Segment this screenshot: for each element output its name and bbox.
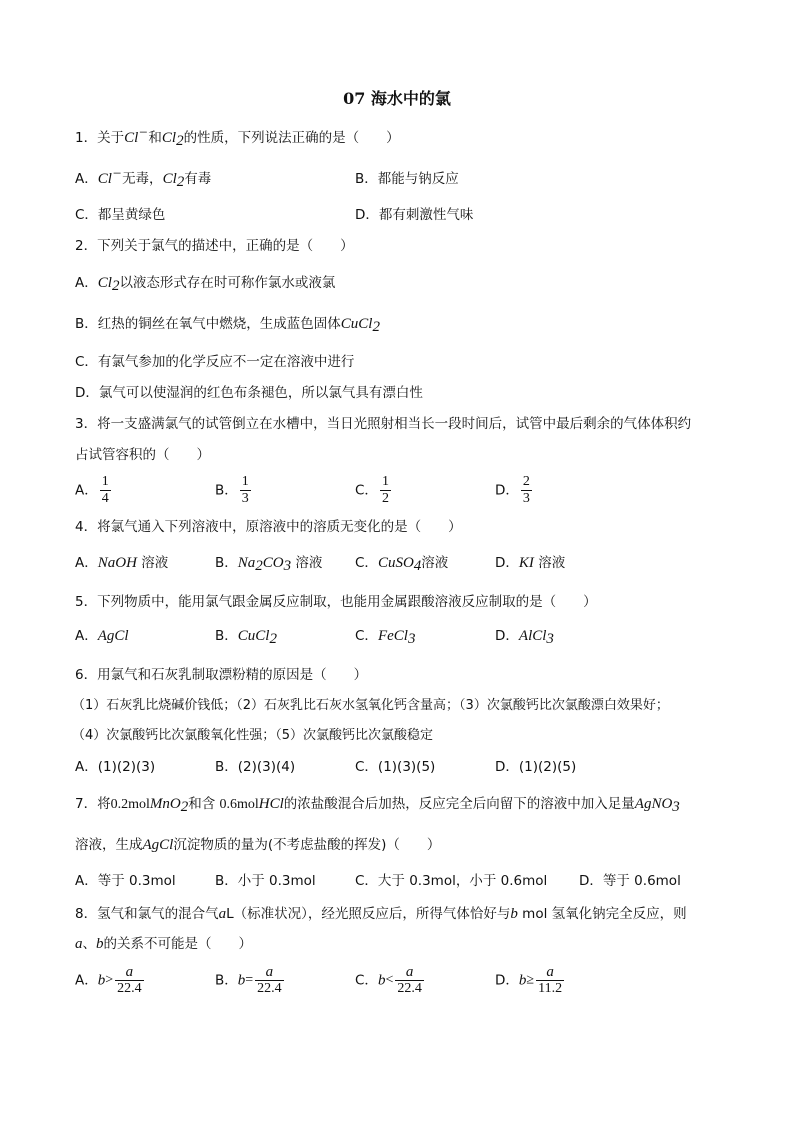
q5-option-a[interactable]: A．AgCl [75, 628, 129, 644]
q1-option-a[interactable]: A．Cl−无毒，$Cl_2$有毒 [75, 166, 212, 190]
question-7-stem-line1: 7．将0.2molMnO$_2$和含 0.6molHCl的浓盐酸混合后加热，反应完全后向留下的溶液中加入足量AgNO$_3$ [75, 796, 680, 815]
q2-option-d[interactable]: D．氯气可以使湿润的红色布条褪色，所以氯气具有漂白性 [75, 385, 423, 401]
q2-option-a[interactable]: A．$Cl_2$以液态形式存在时可称作氯水或液氯 [75, 275, 336, 294]
q5-option-b[interactable]: B．CuCl$_2$ [215, 628, 277, 647]
question-5-stem: 5．下列物质中，能用氯气跟金属反应制取，也能用金属跟酸溶液反应制取的是（ ） [75, 594, 597, 610]
question-8-stem-line2: a、b的关系不可能是（ ） [75, 936, 252, 952]
q8-option-b[interactable]: B．b= $\frac{a}{22.4}$ [215, 964, 282, 996]
page-title: 07 海水中的氯 [343, 89, 451, 108]
q6-option-d[interactable]: D．(1)(2)(5) [495, 759, 577, 775]
q2-option-c[interactable]: C．有氯气参加的化学反应不一定在溶液中进行 [75, 354, 355, 370]
q4-option-c[interactable]: C．CuSO$_4$溶液 [355, 555, 449, 574]
q1-option-b[interactable]: B．都能与钠反应 [355, 171, 459, 187]
q6-option-b[interactable]: B．(2)(3)(4) [215, 759, 296, 775]
q7-option-d[interactable]: D．等于 0.6mol [579, 873, 681, 889]
q1-option-c[interactable]: C．都呈黄绿色 [75, 207, 166, 223]
question-2-stem: 2．下列关于氯气的描述中，正确的是（ ） [75, 238, 354, 254]
q6-option-a[interactable]: A．(1)(2)(3) [75, 759, 156, 775]
q6-option-c[interactable]: C．(1)(3)(5) [355, 759, 436, 775]
q5-option-c[interactable]: C．FeCl$_3$ [355, 628, 416, 647]
question-6-statements-line1: （1）石灰乳比烧碱价钱低；（2）石灰乳比石灰水氢氧化钙含量高；（3）次氯酸钙比次氯酸漂白效果好； [72, 698, 669, 713]
question-6-stem: 6．用氯气和石灰乳制取漂粉精的原因是（ ） [75, 667, 368, 683]
q2-option-b[interactable]: B．红热的铜丝在氧气中燃烧，生成蓝色固体CuCl$_2$ [75, 316, 380, 335]
q8-option-c[interactable]: C．b< $\frac{a}{22.4}$ [355, 964, 422, 996]
question-1-stem: 1．关于Cl−和$Cl_2$的性质，下列说法正确的是（ ） [75, 125, 400, 149]
q7-option-a[interactable]: A．等于 0.3mol [75, 873, 176, 889]
question-3-stem-line2: 占试管容积的（ ） [75, 447, 210, 463]
q7-option-b[interactable]: B．小于 0.3mol [215, 873, 316, 889]
question-4-stem: 4．将氯气通入下列溶液中，原溶液中的溶质无变化的是（ ） [75, 519, 462, 535]
q3-option-b[interactable]: B． $\frac{1}{3}$ [215, 474, 249, 506]
q1-option-d[interactable]: D．都有刺激性气味 [355, 207, 474, 223]
question-7-stem-line2: 溶液，生成AgCl沉淀物质的量为(不考虑盐酸的挥发)（ ） [75, 837, 441, 853]
question-6-statements-line2: （4）次氯酸钙比次氯酸氧化性强；（5）次氯酸钙比次氯酸稳定 [72, 728, 434, 743]
q5-option-d[interactable]: D．AlCl$_3$ [495, 628, 554, 647]
q4-option-a[interactable]: A．NaOH 溶液 [75, 555, 169, 571]
q3-option-c[interactable]: C． $\frac{1}{2}$ [355, 474, 389, 506]
q8-option-d[interactable]: D．b≥ $\frac{a}{11.2}$ [495, 964, 563, 996]
question-3-stem-line1: 3．将一支盛满氯气的试管倒立在水槽中，当日光照射相当长一段时间后，试管中最后剩余的气体体积约 [75, 416, 692, 432]
q4-option-b[interactable]: B．$Na_2CO_3$ 溶液 [215, 555, 323, 574]
q4-option-d[interactable]: D．KI 溶液 [495, 555, 566, 571]
question-8-stem-line1: 8．氢气和氯气的混合气aL（标准状况），经光照反应后，所得气体恰好与b mol 氢氧化钠完全反应，则 [75, 906, 687, 922]
q3-option-d[interactable]: D． $\frac{2}{3}$ [495, 474, 530, 506]
q7-option-c[interactable]: C．大于 0.3mol，小于 0.6mol [355, 873, 548, 889]
q8-option-a[interactable]: A．b> $\frac{a}{22.4}$ [75, 964, 142, 996]
q3-option-a[interactable]: A． $\frac{1}{4}$ [75, 474, 109, 506]
